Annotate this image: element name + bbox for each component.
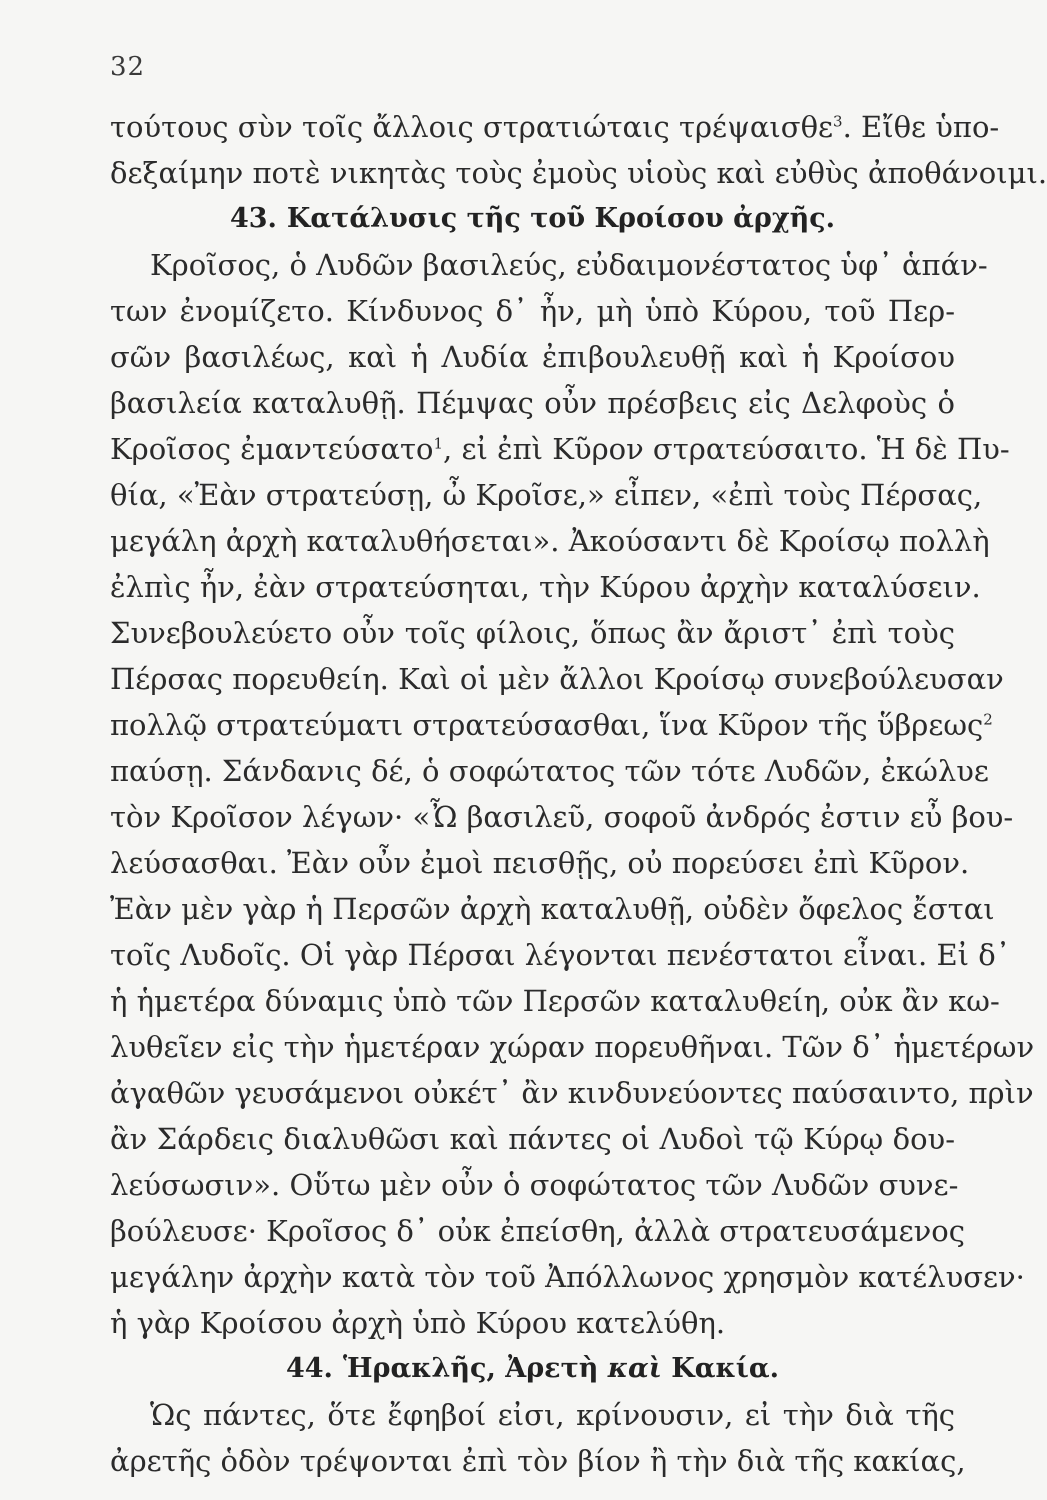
page-body xyxy=(110,104,1047,1484)
section-heading-44: 44. Ἡρακλῆς, Ἀρετὴ καὶ Κακία. xyxy=(285,1353,780,1384)
text-line: Πέρσας πορευθείη. Καὶ οἱ μὲν ἄλλοι Κροίσῳ συνεβούλευσαν xyxy=(110,662,1004,696)
text-line: ἡ γὰρ Κροίσου ἀρχὴ ὑπὸ Κύρου κατελύθη. xyxy=(110,1306,726,1340)
text-line: μεγάλη ἀρχὴ καταλυθήσεται». Ἀκούσαντι δὲ Κροίσῳ πολλὴ xyxy=(110,524,990,558)
text-line: των ἐνομίζετο. Κίνδυνος δ᾿ ἦν, μὴ ὑπὸ Κύρου, τοῦ Περ- xyxy=(110,294,955,328)
text-line: Κροῖσος ἐμαντεύσατο$^1$, εἰ ἐπὶ Κῦρον στρατεύσαιτο. Ἡ δὲ Πυ- xyxy=(110,432,1010,466)
text-line: μεγάλην ἀρχὴν κατὰ τὸν τοῦ Ἀπόλλωνος χρησμὸν κατέλυσεν· xyxy=(110,1260,1025,1294)
text-line: λυθεῖεν εἰς τὴν ἡμετέραν χώραν πορευθῆναι. Τῶν δ᾿ ἡμετέρων xyxy=(110,1030,1035,1064)
text-line: Ὡς πάντες, ὅτε ἔφηβοί εἰσι, κρίνουσιν, εἰ τὴν διὰ τῆς xyxy=(150,1398,955,1432)
text-line: Ἐὰν μὲν γὰρ ἡ Περσῶν ἀρχὴ καταλυθῇ, οὐδὲν ὄφελος ἔσται xyxy=(110,892,995,926)
text-line: ἀρετῆς ὁδὸν τρέψονται ἐπὶ τὸν βίον ἢ τὴν διὰ τῆς κακίας, xyxy=(110,1444,966,1478)
text-line: ἐλπὶς ἦν, ἐὰν στρατεύσηται, τὴν Κύρου ἀρχὴν καταλύσειν. xyxy=(110,570,981,604)
section-heading-43: 43. Κατάλυσις τῆς τοῦ Κροίσου ἀρχῆς. xyxy=(229,203,836,234)
footnote-marker: 2 xyxy=(983,710,993,729)
text-line: θία, «Ἐὰν στρατεύσῃ, ὦ Κροῖσε,» εἶπεν, «ἐπὶ τοὺς Πέρσας, xyxy=(110,478,983,512)
text-line: ἂν Σάρδεις διαλυθῶσι καὶ πάντες οἱ Λυδοὶ τῷ Κύρῳ δου- xyxy=(110,1122,955,1156)
text-line: ἀγαθῶν γευσάμενοι οὐκέτ᾿ ἂν κινδυνεύοντες παύσαιντο, πρὶν xyxy=(110,1076,1034,1110)
text-line: τὸν Κροῖσον λέγων· «Ὦ βασιλεῦ, σοφοῦ ἀνδρός ἐστιν εὖ βου- xyxy=(110,800,1014,834)
text-line: πολλῷ στρατεύματι στρατεύσασθαι, ἵνα Κῦρον τῆς ὕβρεως$^2$ xyxy=(110,708,993,742)
text-line: ἡ ἡμετέρα δύναμις ὑπὸ τῶν Περσῶν καταλυθείη, οὐκ ἂν κω- xyxy=(110,984,1000,1018)
text-line: σῶν βασιλέως, καὶ ἡ Λυδία ἐπιβουλευθῇ καὶ ἡ Κροίσου xyxy=(110,340,955,374)
text-line: τοῖς Λυδοῖς. Οἱ γὰρ Πέρσαι λέγονται πενέστατοι εἶναι. Εἰ δ᾿ xyxy=(110,938,1011,972)
text-line: Συνεβουλεύετο οὖν τοῖς φίλοις, ὅπως ἂν ἄριστ᾿ ἐπὶ τοὺς xyxy=(110,616,955,650)
text-line: λεύσασθαι. Ἐὰν οὖν ἐμοὶ πεισθῇς, οὐ πορεύσει ἐπὶ Κῦρον. xyxy=(110,846,970,880)
text-line: τούτους σὺν τοῖς ἄλλοις στρατιώταις τρέψαισθε$^3$. Εἴθε ὑπο- xyxy=(110,110,1000,144)
footnote-marker: 3 xyxy=(833,112,843,131)
text-line: βούλευσε· Κροῖσος δ᾿ οὐκ ἐπείσθη, ἀλλὰ στρατευσάμενος xyxy=(110,1214,965,1248)
page-number: 32 xyxy=(110,52,146,82)
text-line: λεύσωσιν». Οὕτω μὲν οὖν ὁ σοφώτατος τῶν Λυδῶν συνε- xyxy=(110,1168,959,1202)
text-line: παύσῃ. Σάνδανις δέ, ὁ σοφώτατος τῶν τότε Λυδῶν, ἐκώλυε xyxy=(110,754,989,788)
text-line: Κροῖσος, ὁ Λυδῶν βασιλεύς, εὐδαιμονέστατος ὑφ᾿ ἁπάν- xyxy=(150,248,988,282)
text-line: βασιλεία καταλυθῇ. Πέμψας οὖν πρέσβεις εἰς Δελφοὺς ὁ xyxy=(110,386,955,420)
footnote-marker: 1 xyxy=(433,434,444,453)
text-line: δεξαίμην ποτὲ νικητὰς τοὺς ἐμοὺς υἱοὺς καὶ εὐθὺς ἀποθάνοιμι. xyxy=(110,156,1047,190)
